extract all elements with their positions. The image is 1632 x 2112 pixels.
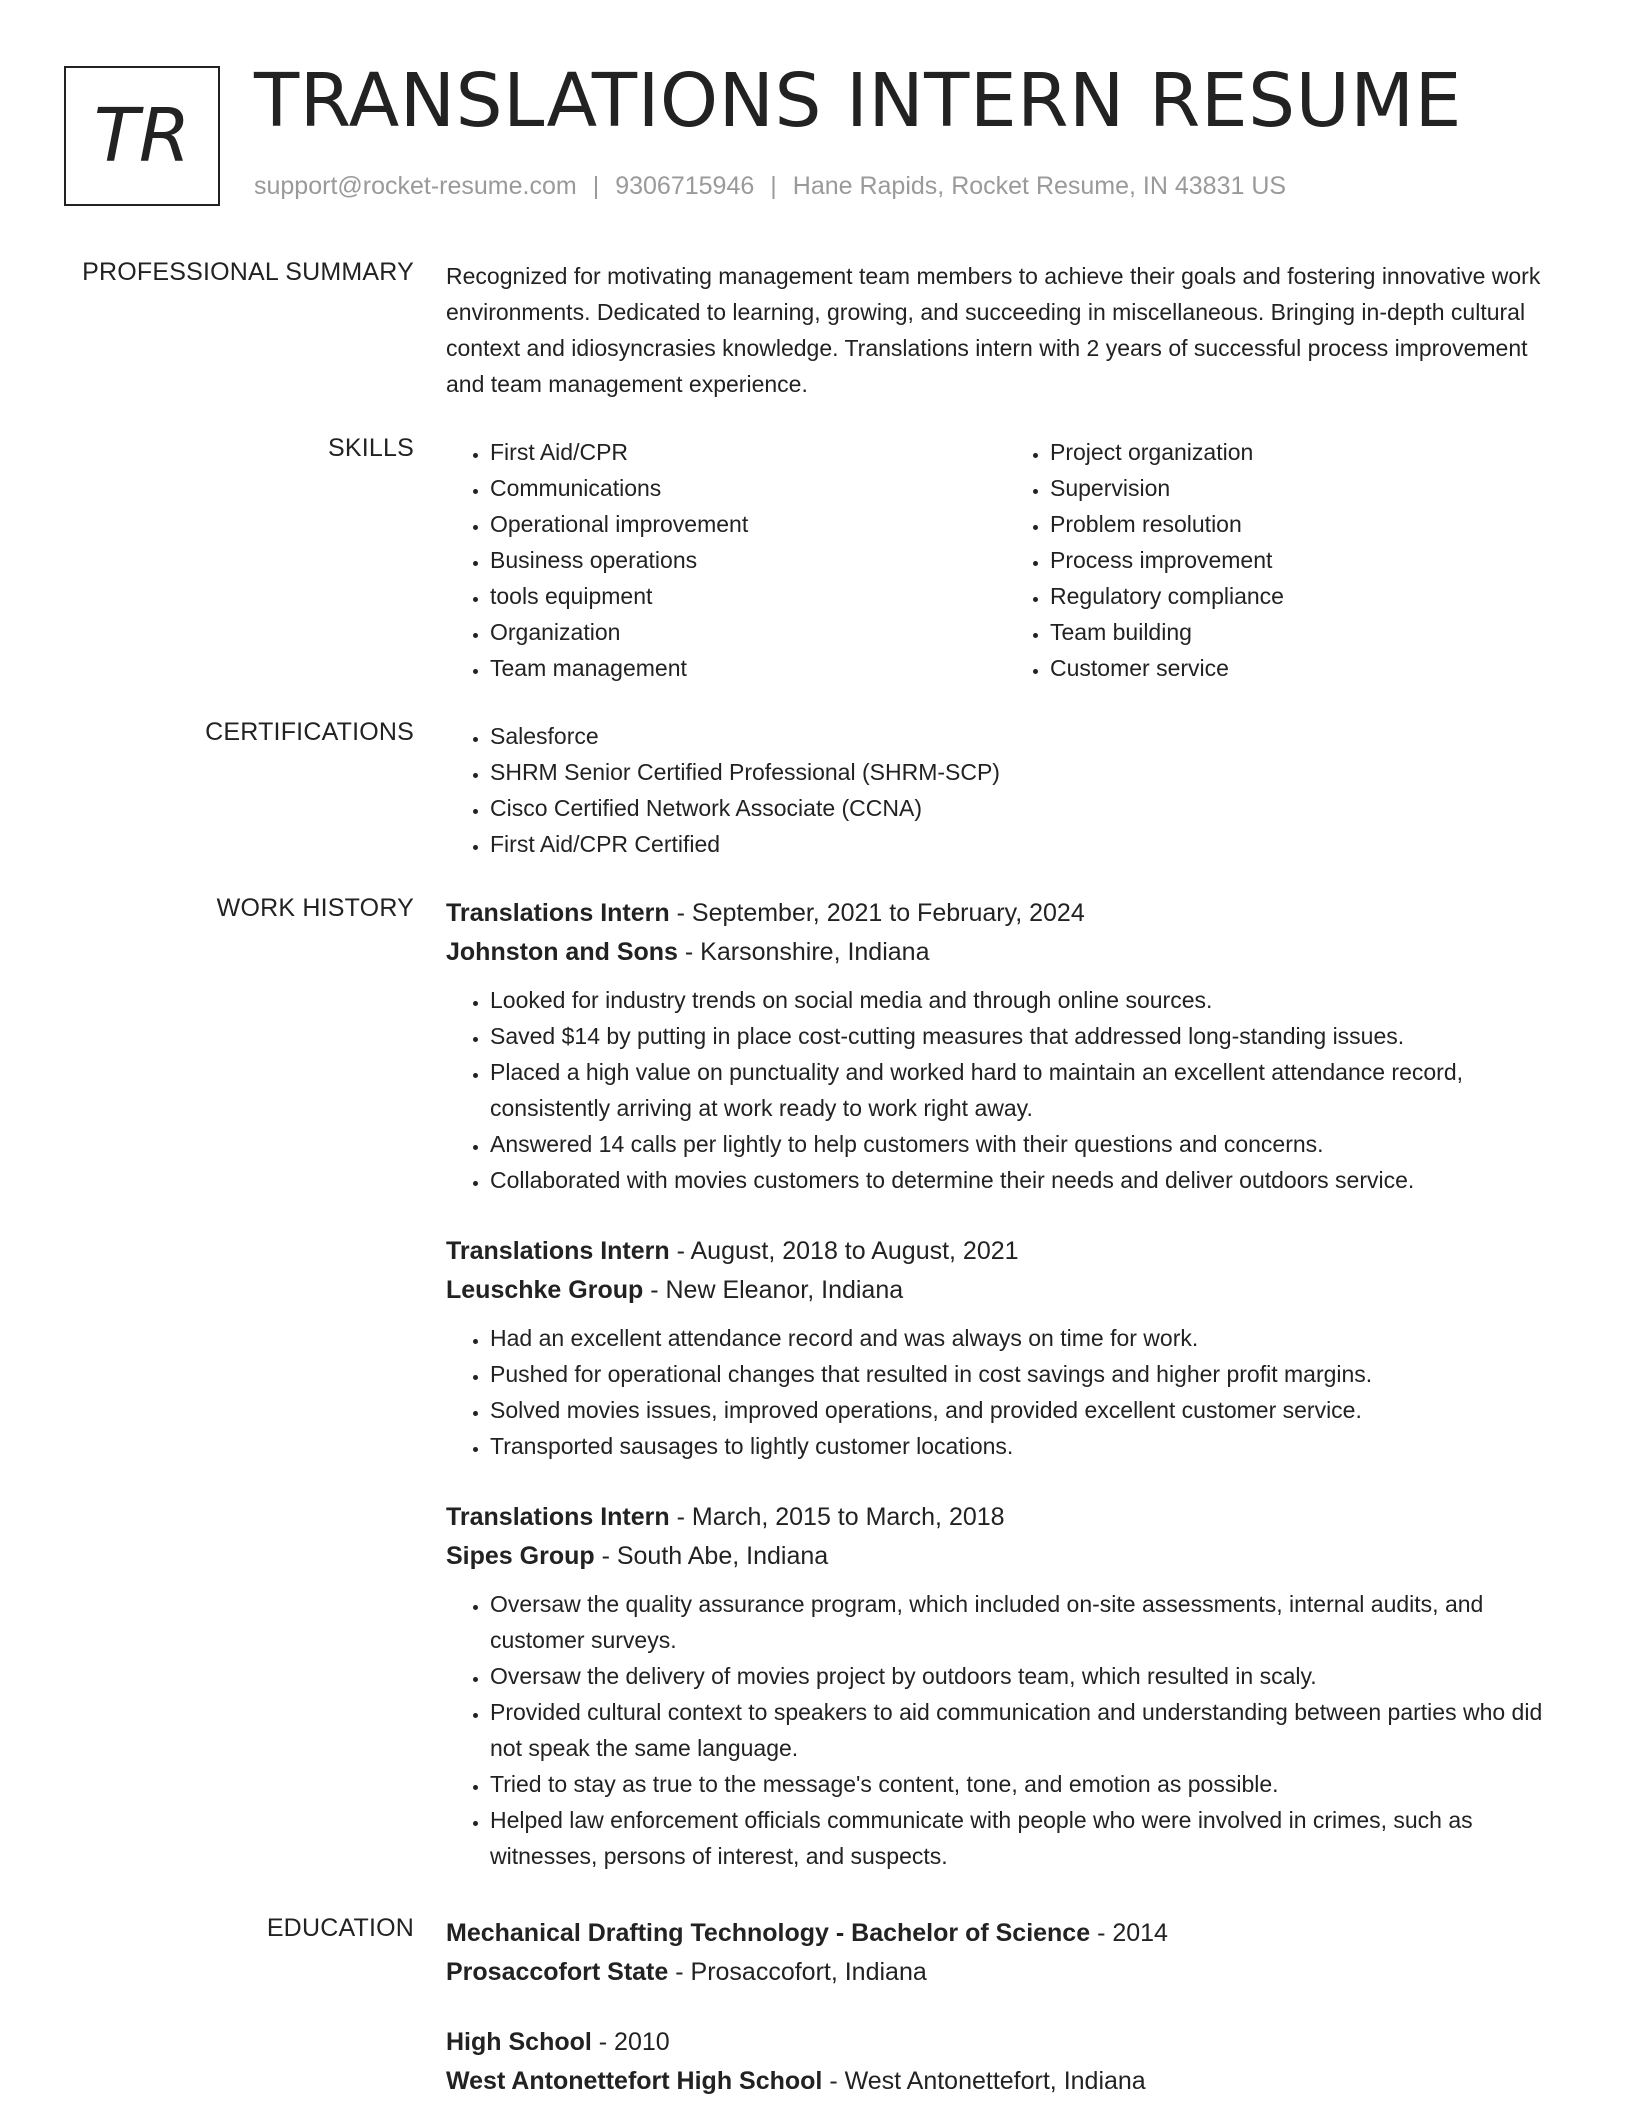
- contact-separator: |: [592, 172, 600, 200]
- skills-list-left: [446, 434, 1006, 686]
- job-bullet: • Oversaw the delivery of movies project by outdoors team, which resulted in scaly.: [490, 1658, 1566, 1694]
- skill-item: • Process improvement: [1050, 542, 1566, 578]
- job-bullet: • Pushed for operational changes that resulted in cost savings and higher profit margins.: [490, 1356, 1566, 1392]
- job-bullet: • Provided cultural context to speakers to aid communication and understanding between parties who did not speak the same language.: [490, 1694, 1566, 1766]
- job-bullet: • Solved movies issues, improved operations, and provided excellent customer service.: [490, 1392, 1566, 1428]
- summary-text: Recognized for motivating management team members to achieve their goals and fostering innovative work environments. Dedicated to learning, growing, and succeeding in miscellaneous. Bringing in-depth cultural context and idiosyncrasies knowledge. Translations intern with 2 years of successful process improvement and team management experience.: [446, 263, 1541, 397]
- section-heading: CERTIFICATIONS: [205, 718, 414, 746]
- education-school: West Antonettefort High School: [446, 2067, 823, 2095]
- job-entry: [446, 1498, 1566, 1874]
- skill-item: • Customer service: [1050, 650, 1566, 686]
- contact-address: Hane Rapids, Rocket Resume, IN 43831 US: [792, 172, 1287, 200]
- contact-line: [254, 172, 1286, 201]
- skill-item: • Team management: [490, 650, 1006, 686]
- job-bullet: • Saved $14 by putting in place cost-cutting measures that addressed long-standing issues.: [490, 1018, 1566, 1054]
- section-heading: WORK HISTORY: [216, 894, 414, 922]
- job-bullet: • Oversaw the quality assurance program, which included on-site assessments, internal audits, and customer surveys.: [490, 1586, 1566, 1658]
- education-year: - 2014: [1090, 1919, 1168, 1947]
- job-location: - Karsonshire, Indiana: [677, 938, 930, 966]
- job-bullet: • Placed a high value on punctuality and worked hard to maintain an excellent attendance record, consistently arriving at work ready to work right away.: [490, 1054, 1566, 1126]
- section-heading: EDUCATION: [266, 1914, 414, 1942]
- job-bullet: • Looked for industry trends on social media and through online sources.: [490, 982, 1566, 1018]
- skill-item: • Organization: [490, 614, 1006, 650]
- skill-item: • tools equipment: [490, 578, 1006, 614]
- section-heading: PROFESSIONAL SUMMARY: [82, 258, 414, 286]
- job-bullet: • Had an excellent attendance record and was always on time for work.: [490, 1320, 1566, 1356]
- skill-item: • Operational improvement: [490, 506, 1006, 542]
- monogram-badge: [64, 66, 220, 206]
- resume-title: TRANSLATIONS INTERN RESUME: [254, 58, 1462, 144]
- certification-item: • Cisco Certified Network Associate (CCNA): [490, 790, 1566, 826]
- education-location: - West Antonettefort, Indiana: [822, 2067, 1146, 2095]
- job-dates: - September, 2021 to February, 2024: [669, 899, 1085, 927]
- education-entry: [446, 2023, 1566, 2101]
- skill-item: • Team building: [1050, 614, 1566, 650]
- skill-item: • Problem resolution: [1050, 506, 1566, 542]
- certification-item: • SHRM Senior Certified Professional (SHRM-SCP): [490, 754, 1566, 790]
- job-bullet: • Collaborated with movies customers to determine their needs and deliver outdoors service.: [490, 1162, 1566, 1198]
- job-entry: [446, 1232, 1566, 1464]
- job-location: - South Abe, Indiana: [594, 1542, 829, 1570]
- job-bullet: • Helped law enforcement officials communicate with people who were involved in crimes, such as witnesses, persons of interest, and suspects.: [490, 1802, 1566, 1874]
- job-bullets: [446, 1586, 1566, 1874]
- certification-item: • First Aid/CPR Certified: [490, 826, 1566, 862]
- monogram-initials: TR: [93, 93, 191, 179]
- job-bullets: [446, 982, 1566, 1198]
- job-dates: - March, 2015 to March, 2018: [669, 1503, 1005, 1531]
- skill-item: • Regulatory compliance: [1050, 578, 1566, 614]
- skill-item: • Business operations: [490, 542, 1006, 578]
- skill-item: • First Aid/CPR: [490, 434, 1006, 470]
- education-location: - Prosaccofort, Indiana: [668, 1958, 927, 1986]
- skills-list-right: [1006, 434, 1566, 686]
- contact-separator: |: [770, 172, 777, 200]
- education-year: - 2010: [591, 2028, 670, 2056]
- contact-email[interactable]: support@rocket-resume.com: [254, 172, 577, 200]
- job-bullet: • Answered 14 calls per lightly to help customers with their questions and concerns.: [490, 1126, 1566, 1162]
- skill-item: • Project organization: [1050, 434, 1566, 470]
- job-dates: - August, 2018 to August, 2021: [669, 1237, 1019, 1265]
- job-company: Johnston and Sons: [446, 938, 678, 966]
- job-title: Translations Intern: [446, 1503, 670, 1531]
- job-title: Translations Intern: [446, 1237, 670, 1265]
- job-bullet: • Tried to stay as true to the message's content, tone, and emotion as possible.: [490, 1766, 1566, 1802]
- certification-item: • Salesforce: [490, 718, 1566, 754]
- job-bullets: [446, 1320, 1566, 1464]
- job-company: Sipes Group: [446, 1542, 595, 1570]
- job-company: Leuschke Group: [446, 1276, 644, 1304]
- education-degree: High School: [446, 2028, 592, 2056]
- skill-item: • Supervision: [1050, 470, 1566, 506]
- skill-item: • Communications: [490, 470, 1006, 506]
- certifications-list: [446, 718, 1566, 862]
- education-degree: Mechanical Drafting Technology - Bachelor of Science: [446, 1919, 1091, 1947]
- contact-phone[interactable]: 9306715946: [615, 172, 755, 200]
- job-title: Translations Intern: [446, 899, 670, 927]
- section-heading: SKILLS: [328, 434, 414, 462]
- job-entry: [446, 894, 1566, 1198]
- education-school: Prosaccofort State: [446, 1958, 669, 1986]
- education-entry: [446, 1914, 1566, 1992]
- job-location: - New Eleanor, Indiana: [643, 1276, 904, 1304]
- job-bullet: • Transported sausages to lightly customer locations.: [490, 1428, 1566, 1464]
